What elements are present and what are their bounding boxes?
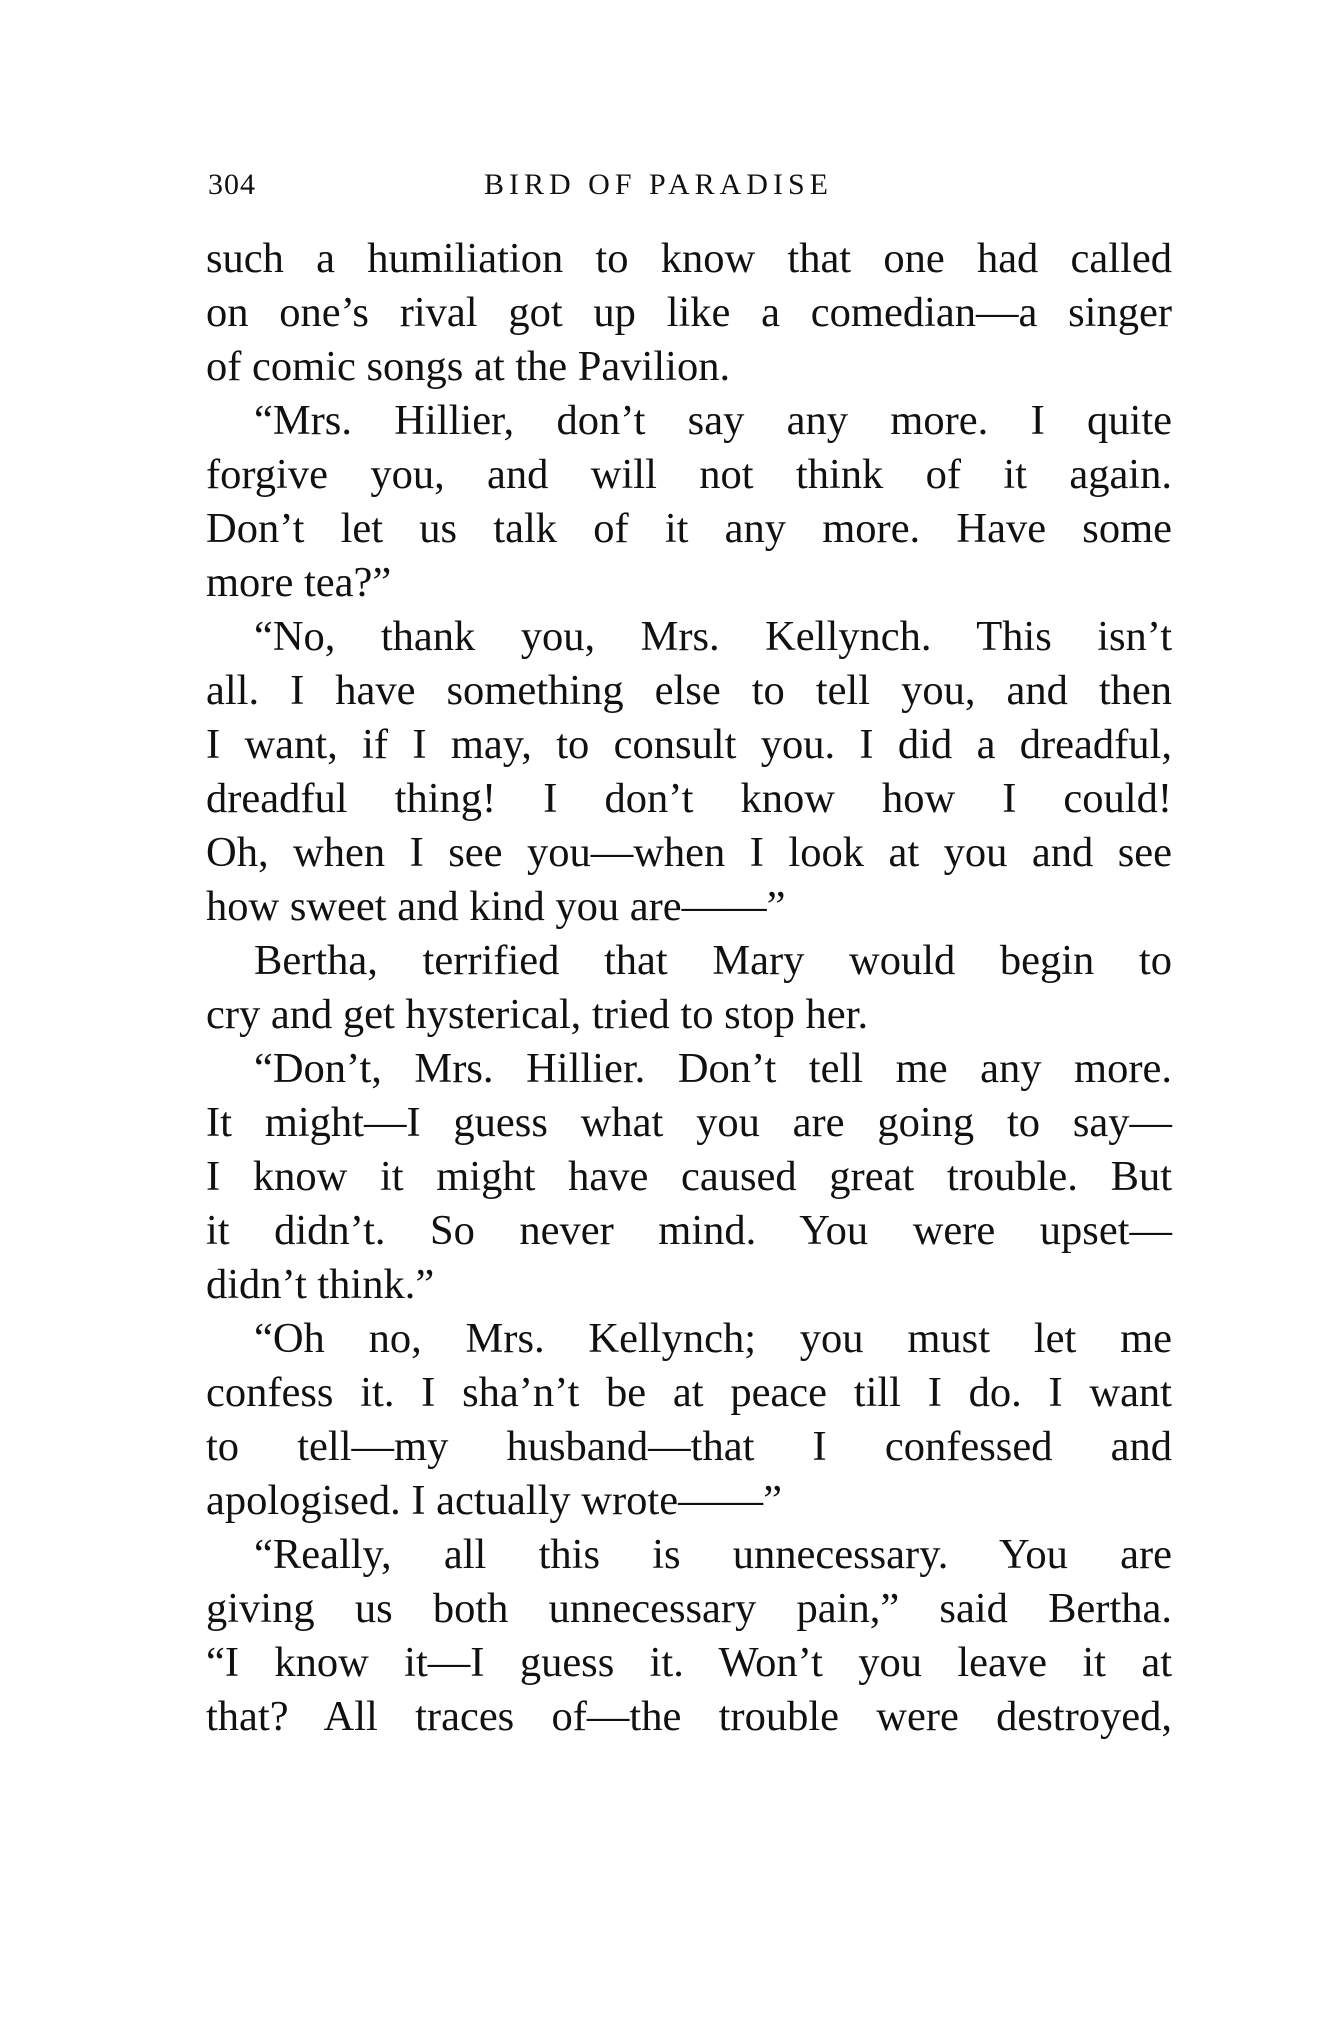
- text-line: to tell—my husband—that I confessed and: [206, 1423, 1172, 1470]
- text-line: giving us both unnecessary pain,” said Bertha.: [206, 1585, 1172, 1632]
- text-line: “No, thank you, Mrs. Kellynch. This isn’t: [254, 613, 1172, 660]
- text-line: more tea?”: [206, 559, 392, 606]
- text-line: “Don’t, Mrs. Hillier. Don’t tell me any more.: [254, 1045, 1172, 1092]
- text-line: confess it. I sha’n’t be at peace till I do. I want: [206, 1369, 1172, 1416]
- text-line: “Mrs. Hillier, don’t say any more. I quite: [254, 397, 1172, 444]
- text-line: “I know it—I guess it. Won’t you leave it at: [206, 1639, 1172, 1686]
- paragraph: [206, 1042, 1172, 1312]
- paragraph: [206, 1312, 1172, 1528]
- text-line: it didn’t. So never mind. You were upset—: [206, 1207, 1172, 1254]
- text-line: dreadful thing! I don’t know how I could!: [206, 775, 1172, 822]
- paragraph: [206, 610, 1172, 934]
- text-line: forgive you, and will not think of it again.: [206, 451, 1172, 498]
- text-line: that? All traces of—the trouble were destroyed,: [206, 1693, 1172, 1740]
- text-line: how sweet and kind you are——”: [206, 883, 786, 930]
- paragraph: [206, 394, 1172, 610]
- text-line: all. I have something else to tell you, and then: [206, 667, 1172, 714]
- text-line: I want, if I may, to consult you. I did a dreadful,: [206, 721, 1172, 768]
- text-line: cry and get hysterical, tried to stop her.: [206, 991, 869, 1038]
- text-line: Bertha, terrified that Mary would begin to: [254, 937, 1172, 984]
- running-head-title: BIRD OF PARADISE: [484, 168, 833, 201]
- text-line: Oh, when I see you—when I look at you and see: [206, 829, 1172, 876]
- text-line: on one’s rival got up like a comedian—a singer: [206, 289, 1172, 336]
- text-line: apologised. I actually wrote——”: [206, 1477, 782, 1524]
- text-line: of comic songs at the Pavilion.: [206, 343, 731, 390]
- paragraph: [206, 1528, 1172, 1744]
- text-line: It might—I guess what you are going to say—: [206, 1099, 1172, 1146]
- page-header: [208, 168, 1168, 212]
- text-line: didn’t think.”: [206, 1261, 435, 1308]
- body-text: [206, 232, 1172, 1744]
- paragraph: [206, 934, 1172, 1042]
- text-line: “Really, all this is unnecessary. You are: [254, 1531, 1172, 1578]
- page-number: 304: [208, 168, 256, 201]
- text-line: Don’t let us talk of it any more. Have some: [206, 505, 1172, 552]
- text-line: “Oh no, Mrs. Kellynch; you must let me: [254, 1315, 1172, 1362]
- text-line: such a humiliation to know that one had called: [206, 235, 1172, 282]
- paragraph: [206, 232, 1172, 394]
- text-line: I know it might have caused great trouble. But: [206, 1153, 1172, 1200]
